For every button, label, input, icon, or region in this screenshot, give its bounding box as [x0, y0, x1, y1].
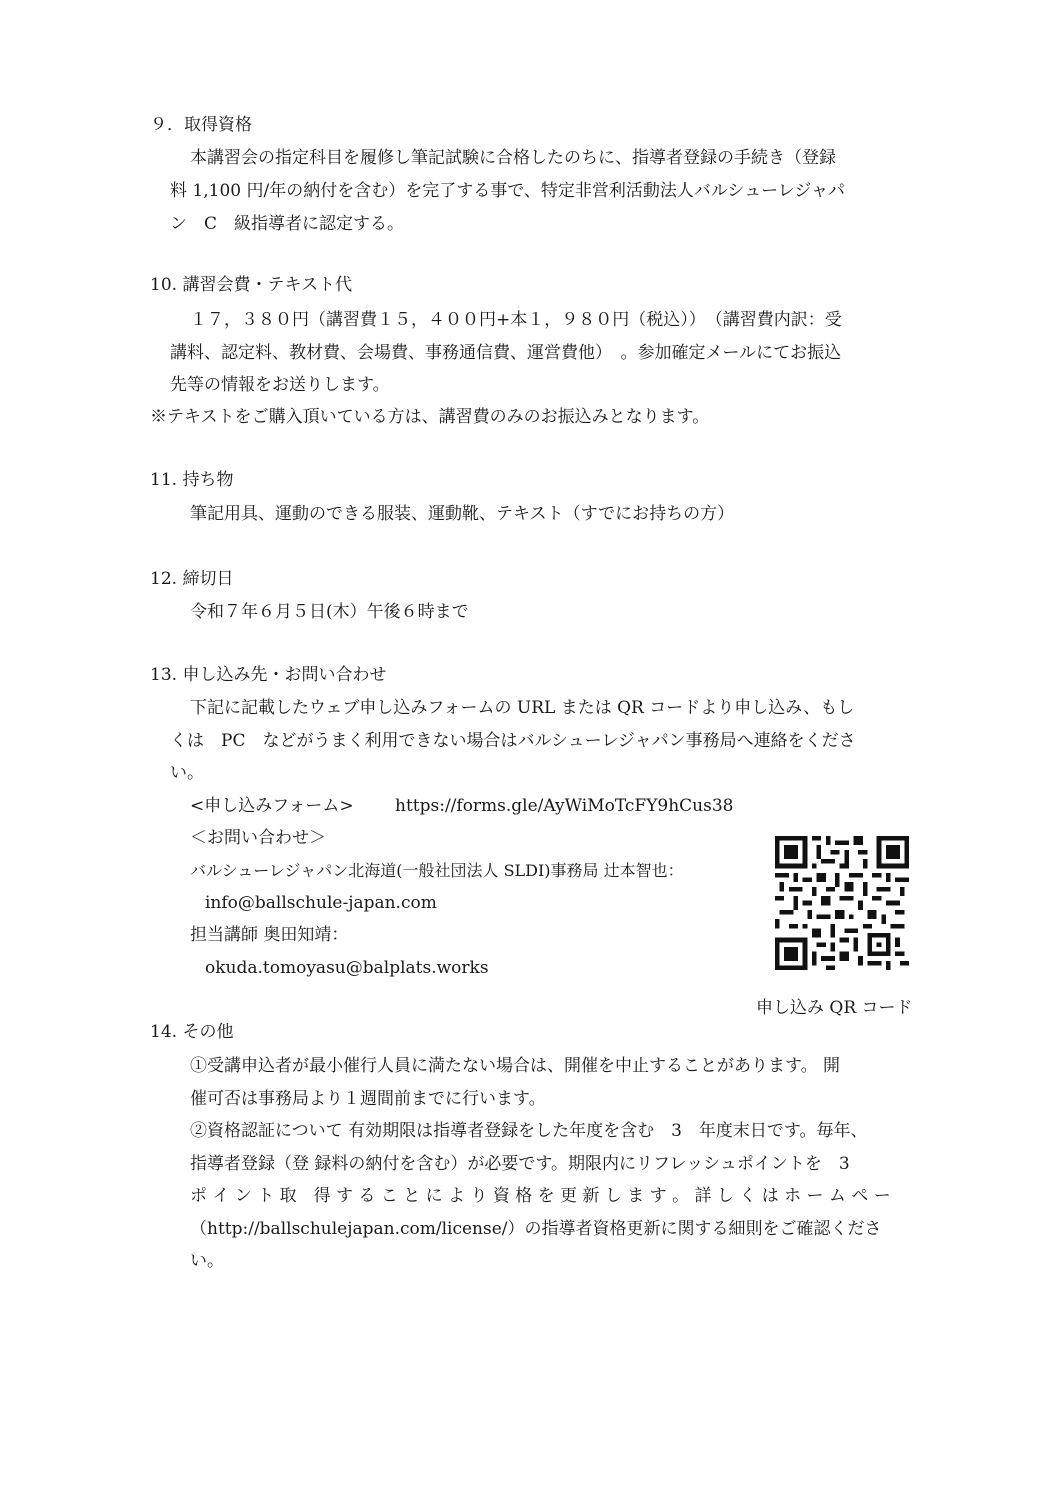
- section-14-line-7: い。: [190, 1251, 224, 1271]
- section-10-note: ※テキストをご購入頂いている方は、講習費のみのお振込みとなります。: [150, 407, 710, 427]
- qr-caption: 申し込み QR コード: [756, 998, 913, 1018]
- section-10-heading: 10. 講習会費・テキスト代: [150, 275, 353, 295]
- contact-label: ＜お問い合わせ＞: [190, 828, 326, 848]
- section-13-line-2: くは PC などがうまく利用できない場合はバルシューレジャパン事務局へ連絡をくださ: [170, 731, 856, 751]
- section-13-heading: 13. 申し込み先・お問い合わせ: [150, 665, 387, 685]
- section-11-line-1: 筆記用具、運動のできる服装、運動靴、テキスト（すでにお持ちの方）: [190, 504, 735, 524]
- section-12-heading: 12. 締切日: [150, 569, 234, 589]
- section-10-line-1: １７，３８０円（講習費１５，４００円+本１，９８０円（税込）） （講習費内訳：受: [190, 310, 842, 330]
- section-14-line-3: ②資格認証について 有効期限は指導者登録をした年度を含む 3 年度末日です。毎年、: [190, 1121, 868, 1141]
- form-label: <申し込みフォーム>: [190, 796, 354, 816]
- section-9-line-2: 料 1,100 円/年の納付を含む）を完了する事で、特定非営利活動法人バルシューレジャパ: [170, 181, 845, 201]
- section-14-heading: 14. その他: [150, 1022, 234, 1042]
- section-11-heading: 11. 持ち物: [150, 470, 234, 490]
- section-13-line-3: い。: [170, 763, 204, 783]
- qr-code-image[interactable]: [775, 836, 909, 970]
- office-email-link[interactable]: info@ballschule-japan.com: [205, 893, 437, 913]
- section-14-line-4: 指導者登録（登 録料の納付を含む）が必要です。期限内にリフレッシュポイントを 3: [190, 1154, 850, 1174]
- section-14-line-5: ポ イ ン ト 取 得 す る こ と に よ り 資 格 を 更 新 し ま す 。 詳 し く は ホ ー ム ペ ー: [190, 1186, 891, 1206]
- section-12-line-1: 令和７年６月５日(木）午後６時まで: [190, 602, 469, 622]
- section-10-line-3: 先等の情報をお送りします。: [170, 375, 390, 395]
- section-10-line-2: 講料、認定料、教材費、会場費、事務通信費、運営費他） 。参加確定メールにてお振込: [170, 343, 842, 363]
- office-contact: バルシューレジャパン北海道(一般社団法人 SLDI)事務局 辻本智也：: [190, 861, 684, 880]
- instructor-email-link[interactable]: okuda.tomoyasu@balplats.works: [205, 958, 489, 978]
- section-14-line-1: ①受講申込者が最小催行人員に満たない場合は、開催を中止することがあります。 開: [190, 1056, 841, 1076]
- section-13-line-1: 下記に記載したウェブ申し込みフォームの URL または QR コードより申し込み、もし: [190, 698, 855, 718]
- form-url-link[interactable]: https://forms.gle/AyWiMoTcFY9hCus38: [395, 796, 734, 816]
- section-14-line-6: （http://ballschulejapan.com/license/）の指導者資格更新に関する細則をご確認くださ: [190, 1219, 882, 1239]
- instructor-contact: 担当講師 奥田知靖：: [190, 925, 349, 945]
- section-9-heading: ９．取得資格: [150, 115, 252, 135]
- section-9-line-3: ン C 級指導者に認定する。: [170, 214, 405, 234]
- section-9-line-1: 本講習会の指定科目を履修し筆記試験に合格したのちに、指導者登録の手続き（登録: [190, 148, 836, 168]
- section-14-line-2: 催可否は事務局より１週間前までに行います。: [190, 1089, 546, 1109]
